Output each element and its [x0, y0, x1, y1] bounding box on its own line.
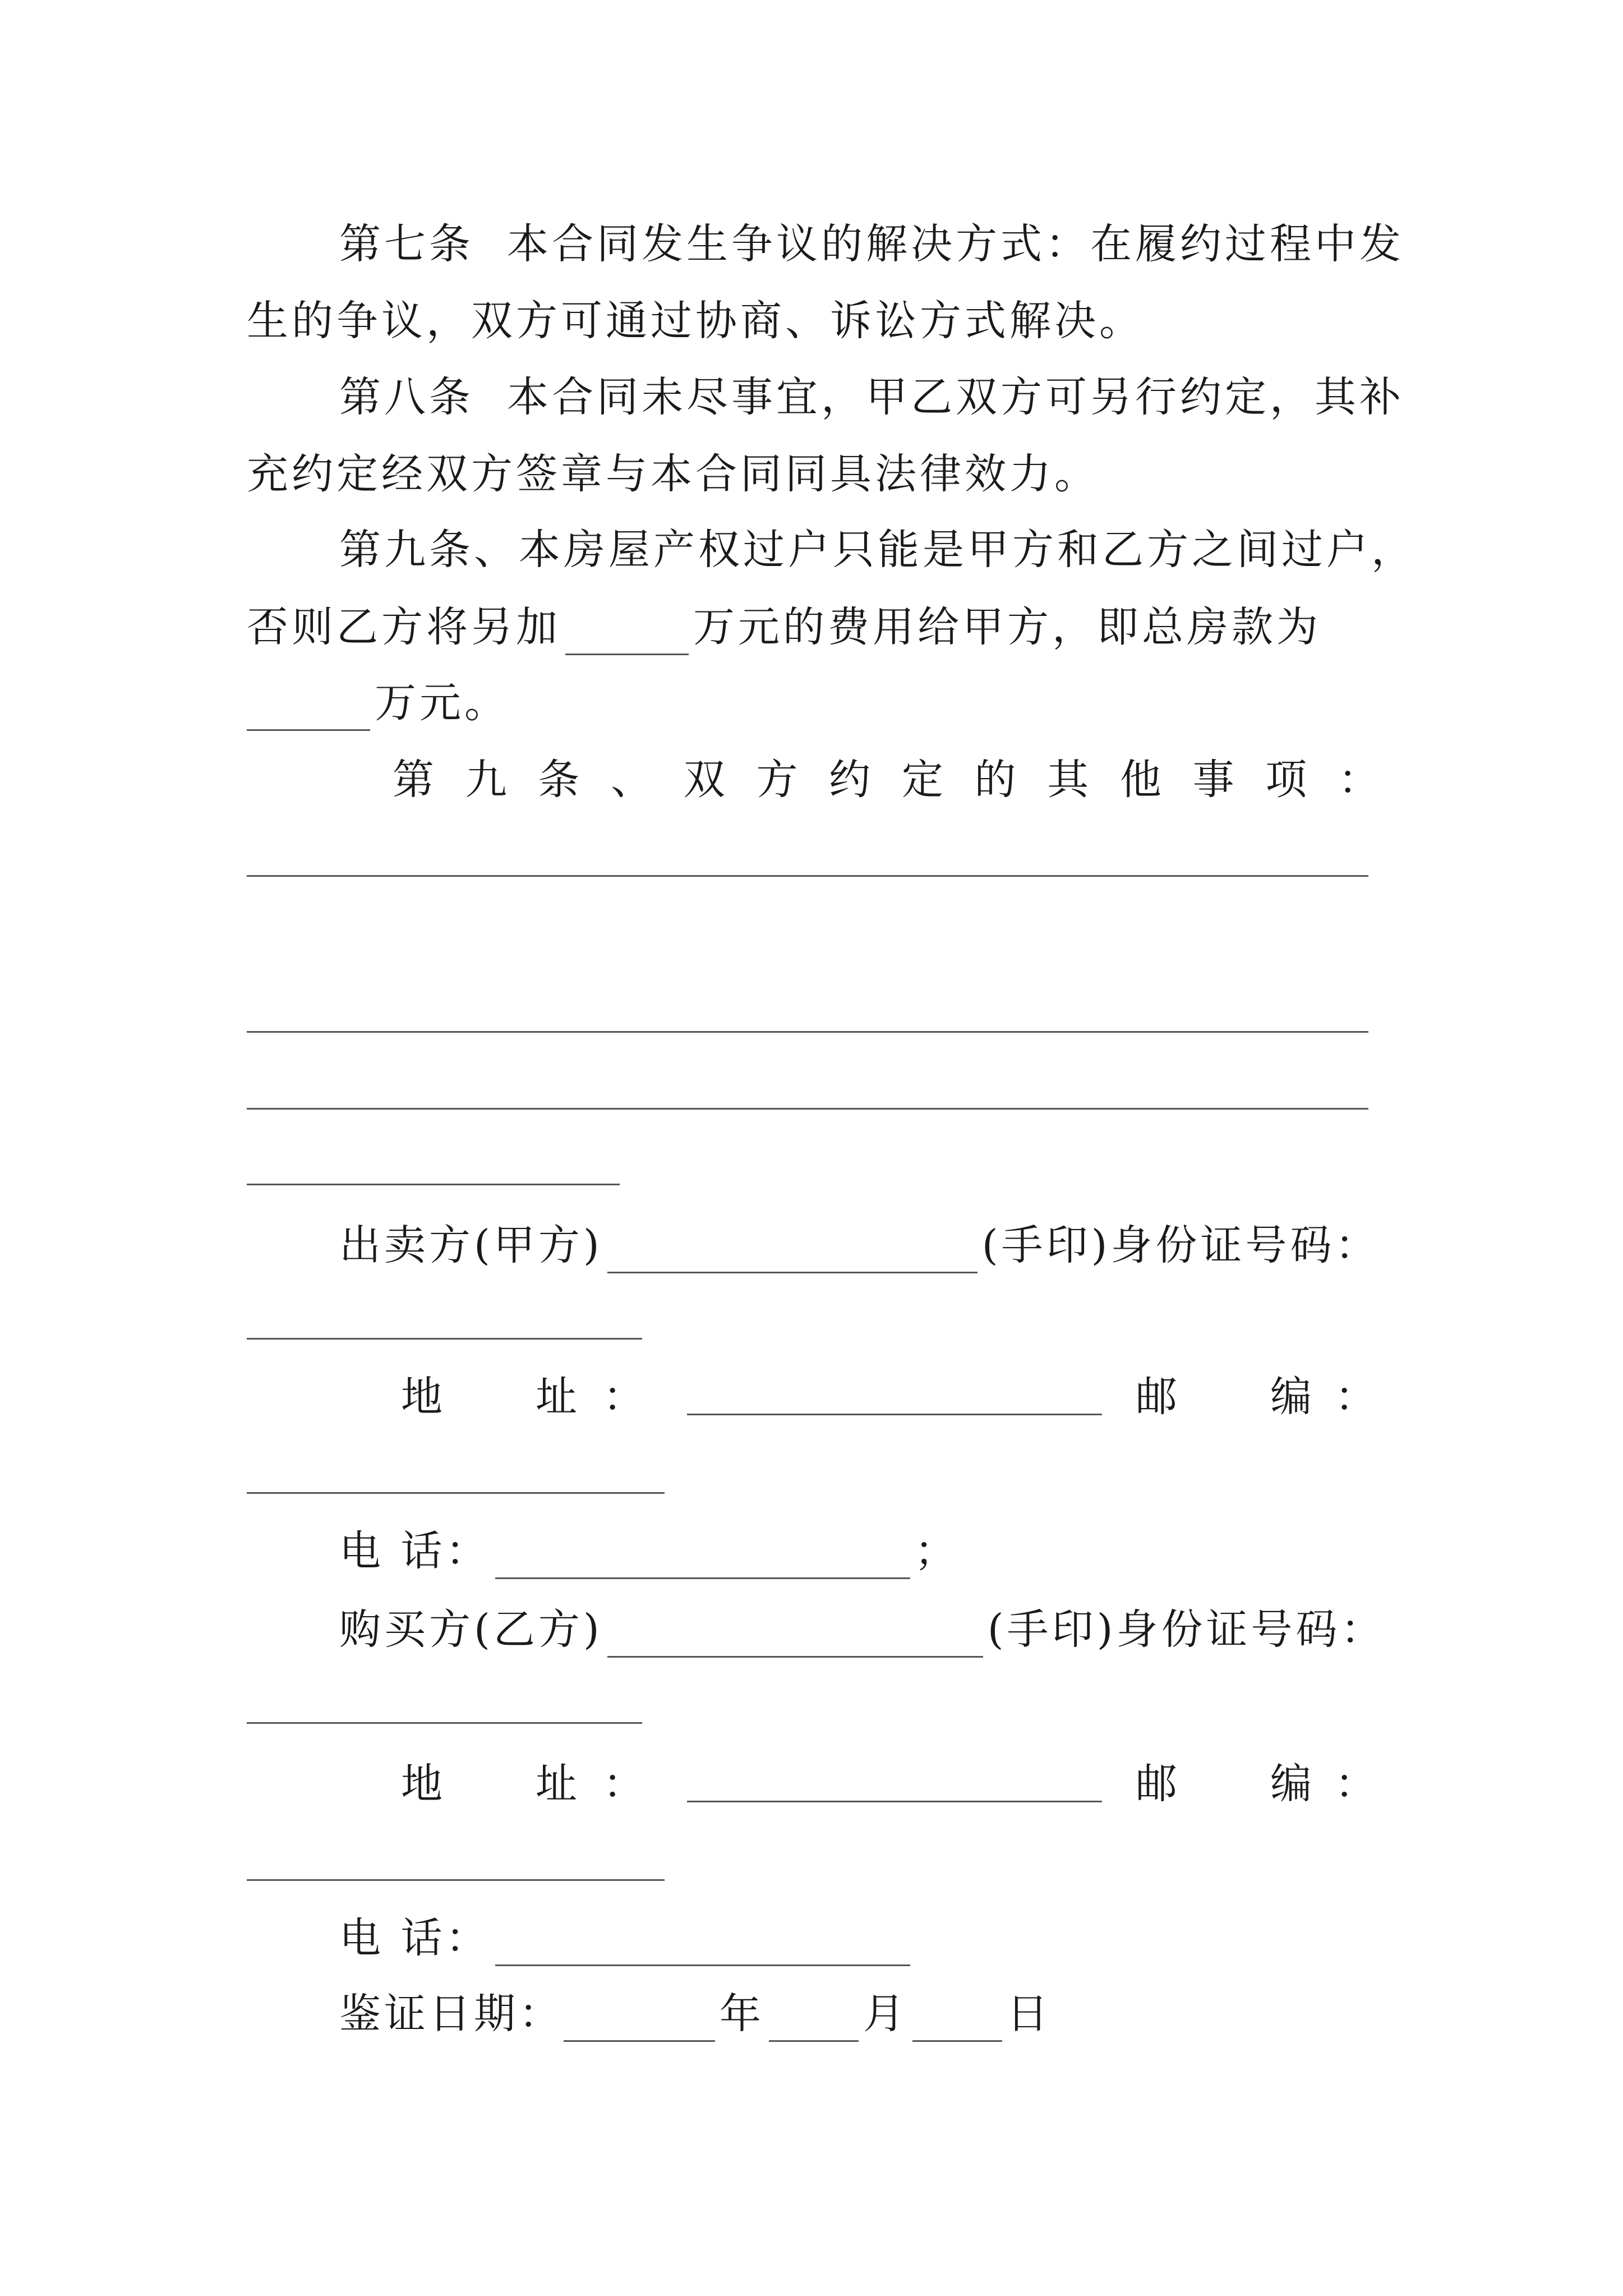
seller-postcode-char-1: 邮	[1136, 1373, 1177, 1421]
article-9-line-3	[247, 675, 509, 731]
month-blank[interactable]	[769, 2001, 859, 2042]
buyer-line	[339, 1602, 1386, 1658]
seller-name-blank[interactable]	[607, 1232, 978, 1273]
total-price-blank[interactable]	[247, 690, 370, 731]
buyer-id-blank[interactable]	[247, 1722, 642, 1724]
buyer-seal: (手印)	[987, 1605, 1117, 1654]
buyer-phone-blank[interactable]	[495, 1925, 910, 1966]
seller-postcode-char-2: 编	[1270, 1373, 1312, 1421]
buyer-label: 购买方(乙方)	[339, 1605, 603, 1654]
article-8-line-1: 第八条 本合同未尽事宜，甲乙双方可另行约定，其补	[339, 373, 1405, 421]
buyer-postcode-colon: ：	[1335, 1760, 1376, 1808]
seller-id-blank[interactable]	[247, 1338, 642, 1340]
year-label: 年	[720, 1990, 764, 2038]
seller-id-label: 身份证号码：	[1110, 1221, 1380, 1269]
buyer-postcode-char-2: 编	[1270, 1760, 1312, 1808]
seller-phone-end: ；	[914, 1527, 960, 1575]
other-matters-heading: 第 九 条 、 双 方 约 定 的 其 他 事 项 ：	[393, 756, 1380, 804]
seller-address-blank[interactable]	[687, 1414, 1102, 1415]
year-blank[interactable]	[564, 2001, 715, 2042]
buyer-id-label: 身份证号码：	[1116, 1605, 1386, 1654]
seller-postcode-blank[interactable]	[247, 1492, 665, 1494]
seller-phone-line	[339, 1523, 960, 1579]
article-7-line-1: 第七条 本合同发生争议的解决方式：在履约过程中发	[339, 220, 1405, 268]
extra-fee-blank[interactable]	[565, 614, 689, 655]
article-8-line-2: 充约定经双方签章与本合同同具法律效力。	[247, 450, 1099, 498]
article-9-line-3-text: 万元。	[375, 679, 509, 727]
seller-address-char-2: 址	[536, 1373, 577, 1421]
buyer-postcode-blank[interactable]	[247, 1879, 665, 1881]
seller-seal: (手印)	[981, 1221, 1111, 1269]
seller-phone-blank[interactable]	[495, 1538, 910, 1579]
article-9-line-2	[247, 599, 1321, 655]
other-matters-line-2[interactable]	[247, 1031, 1368, 1033]
article-9-text-post: 万元的费用给甲方，即总房款为	[693, 603, 1321, 651]
article-7-line-2: 生的争议，双方可通过协商、诉讼方式解决。	[247, 297, 1144, 345]
buyer-postcode-char-1: 邮	[1136, 1760, 1177, 1808]
other-matters-line-3[interactable]	[247, 1108, 1368, 1110]
other-matters-line-4[interactable]	[247, 1184, 620, 1185]
seller-address-char-1: 地	[401, 1373, 442, 1421]
buyer-address-colon: ：	[603, 1760, 644, 1808]
buyer-phone-line	[339, 1910, 915, 1966]
other-matters-line-1[interactable]	[247, 875, 1368, 877]
buyer-address-char-2: 址	[536, 1760, 577, 1808]
buyer-name-blank[interactable]	[607, 1617, 983, 1658]
seller-label: 出卖方(甲方)	[339, 1221, 603, 1269]
article-9-text-pre: 否则乙方将另加	[247, 603, 561, 651]
article-9-line-1: 第九条、本房屋产权过户只能是甲方和乙方之间过户，	[339, 526, 1416, 574]
notary-date-label: 鉴证日期：	[339, 1990, 564, 2038]
seller-postcode-colon: ：	[1335, 1373, 1376, 1421]
buyer-address-blank[interactable]	[687, 1801, 1102, 1802]
buyer-address-char-1: 地	[401, 1760, 442, 1808]
month-label: 月	[863, 1990, 908, 2038]
seller-line	[339, 1217, 1380, 1273]
seller-address-colon: ：	[603, 1373, 644, 1421]
day-blank[interactable]	[912, 2001, 1002, 2042]
buyer-phone-label: 电 话：	[339, 1914, 491, 1962]
notary-date-line	[339, 1986, 1052, 2042]
day-label: 日	[1007, 1990, 1052, 2038]
seller-phone-label: 电 话：	[339, 1527, 491, 1575]
